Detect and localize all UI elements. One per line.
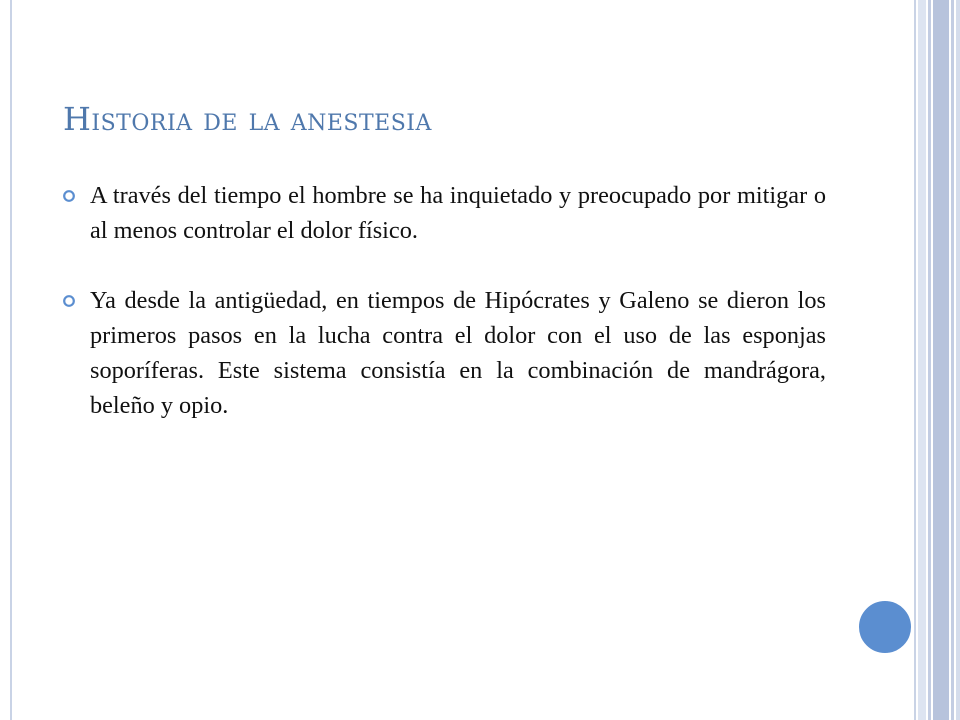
slide-title: Historia de la anestesia xyxy=(63,100,432,138)
ring-bullet-icon xyxy=(62,294,76,308)
bullet-item xyxy=(62,178,826,248)
decor-stripe xyxy=(951,0,954,720)
bullet-list xyxy=(62,178,826,423)
decor-stripe xyxy=(918,0,926,720)
decor-stripe xyxy=(933,0,949,720)
decor-circle xyxy=(856,598,914,656)
ring-bullet-icon xyxy=(62,189,76,203)
decor-stripe xyxy=(928,0,931,720)
bullet-text: Ya desde la antigüedad, en tiempos de Hipócrates y Galeno se dieron los primeros pasos en la lucha contra el dolor con el uso de las esponjas soporíferas. Este sistema consistía en la combinación de mandrágora, beleño y opio. xyxy=(90,287,826,419)
decor-stripe xyxy=(956,0,960,720)
bullet-text: A través del tiempo el hombre se ha inquietado y preocupado por mitigar o al menos controlar el dolor físico. xyxy=(90,182,826,244)
bullet-item xyxy=(62,283,826,423)
